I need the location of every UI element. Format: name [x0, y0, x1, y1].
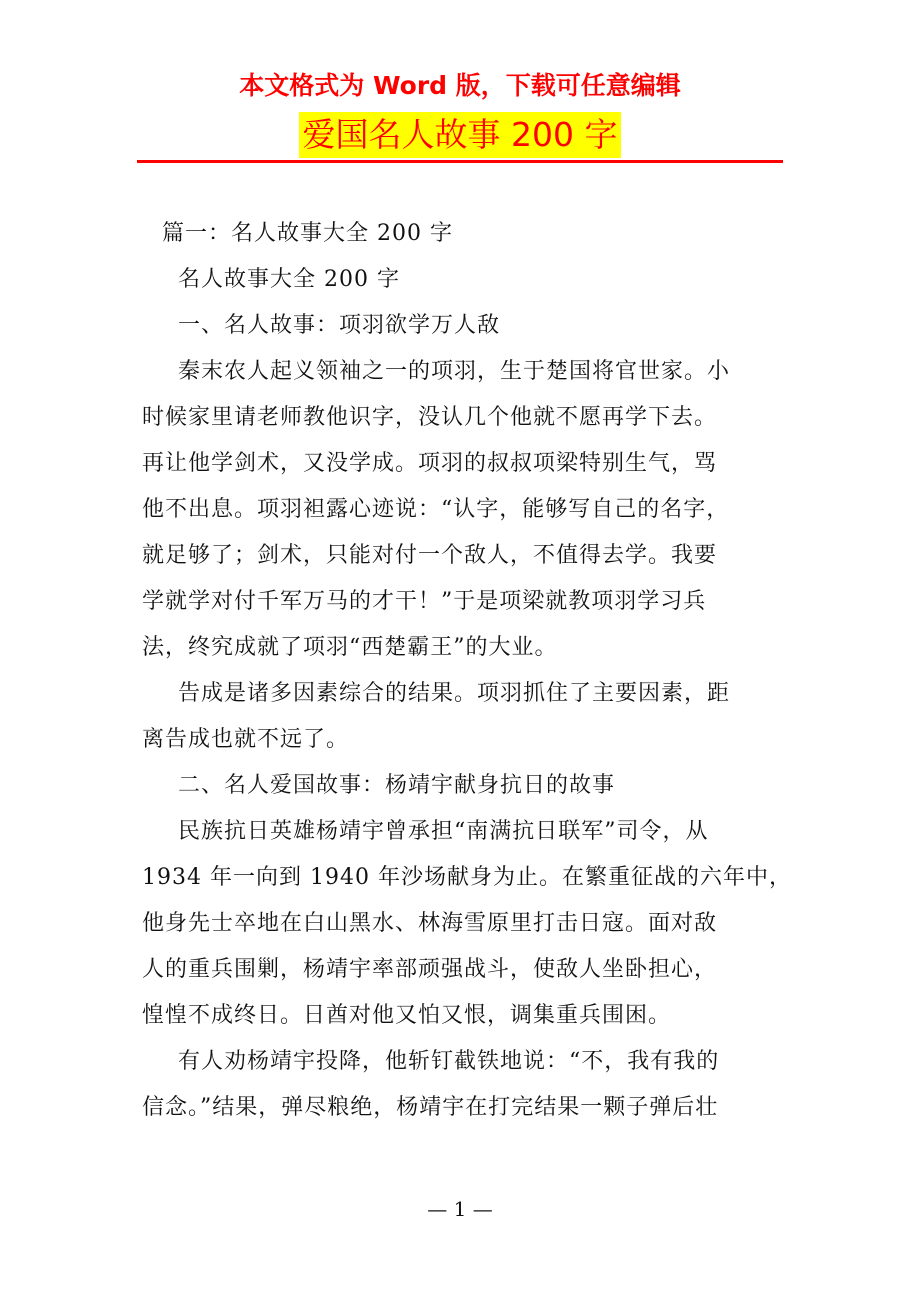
header-divider: [137, 160, 783, 163]
text-line: 学就学对付千军万马的才干！”于是项梁就教项羽学习兵: [142, 589, 707, 614]
text-line: 1934 年一向到 1940 年沙场献身为止。在繁重征战的六年中，: [142, 865, 792, 890]
text-line: 惶惶不成终日。日酋对他又怕又恨，调集重兵围困。: [142, 1003, 672, 1028]
text-line: 二、名人爱国故事：杨靖宇献身抗日的故事: [178, 773, 616, 798]
text-line: 秦末农人起义领袖之一的项羽，生于楚国将官世家。小: [178, 359, 731, 384]
text-line: 名人故事大全 200 字: [178, 267, 400, 292]
text-line: 信念。”结果，弹尽粮绝，杨靖宇在打完结果一颗子弹后壮: [142, 1095, 719, 1120]
page-number: — 1 —: [427, 1197, 493, 1221]
text-line: 他不出息。项羽袒露心迹说：“认字，能够写自己的名字，: [142, 497, 730, 522]
text-line: 人的重兵围剿，杨靖宇率部顽强战斗，使敌人坐卧担心，: [142, 957, 718, 982]
text-line: 就足够了；剑术，只能对付一个敌人，不值得去学。我要: [142, 543, 718, 568]
text-line: 一、名人故事：项羽欲学万人敌: [178, 313, 501, 338]
text-line: 再让他学剑术，又没学成。项羽的叔叔项梁特别生气，骂: [142, 451, 718, 476]
text-line: 民族抗日英雄杨靖宇曾承担“南满抗日联军”司令，从: [178, 819, 709, 844]
text-line: 告成是诸多因素综合的结果。项羽抓住了主要因素，距: [178, 681, 731, 706]
title-container: [0, 112, 920, 158]
format-banner: 本文格式为 Word 版，下载可任意编辑: [239, 71, 681, 100]
document-title: 爱国名人故事 200 字: [299, 112, 622, 158]
text-line: 有人劝杨靖宇投降，他斩钉截铁地说：“不，我有我的: [178, 1049, 720, 1074]
text-line: 离告成也就不远了。: [142, 727, 350, 752]
text-line: 篇一：名人故事大全 200 字: [162, 221, 453, 246]
text-line: 时候家里请老师教他识字，没认几个他就不愿再学下去。: [142, 405, 718, 430]
text-line: 他身先士卒地在白山黑水、林海雪原里打击日寇。面对敌: [142, 911, 718, 936]
document-body: [142, 213, 792, 1133]
text-line: 法，终究成就了项羽“西楚霸王”的大业。: [142, 635, 558, 660]
